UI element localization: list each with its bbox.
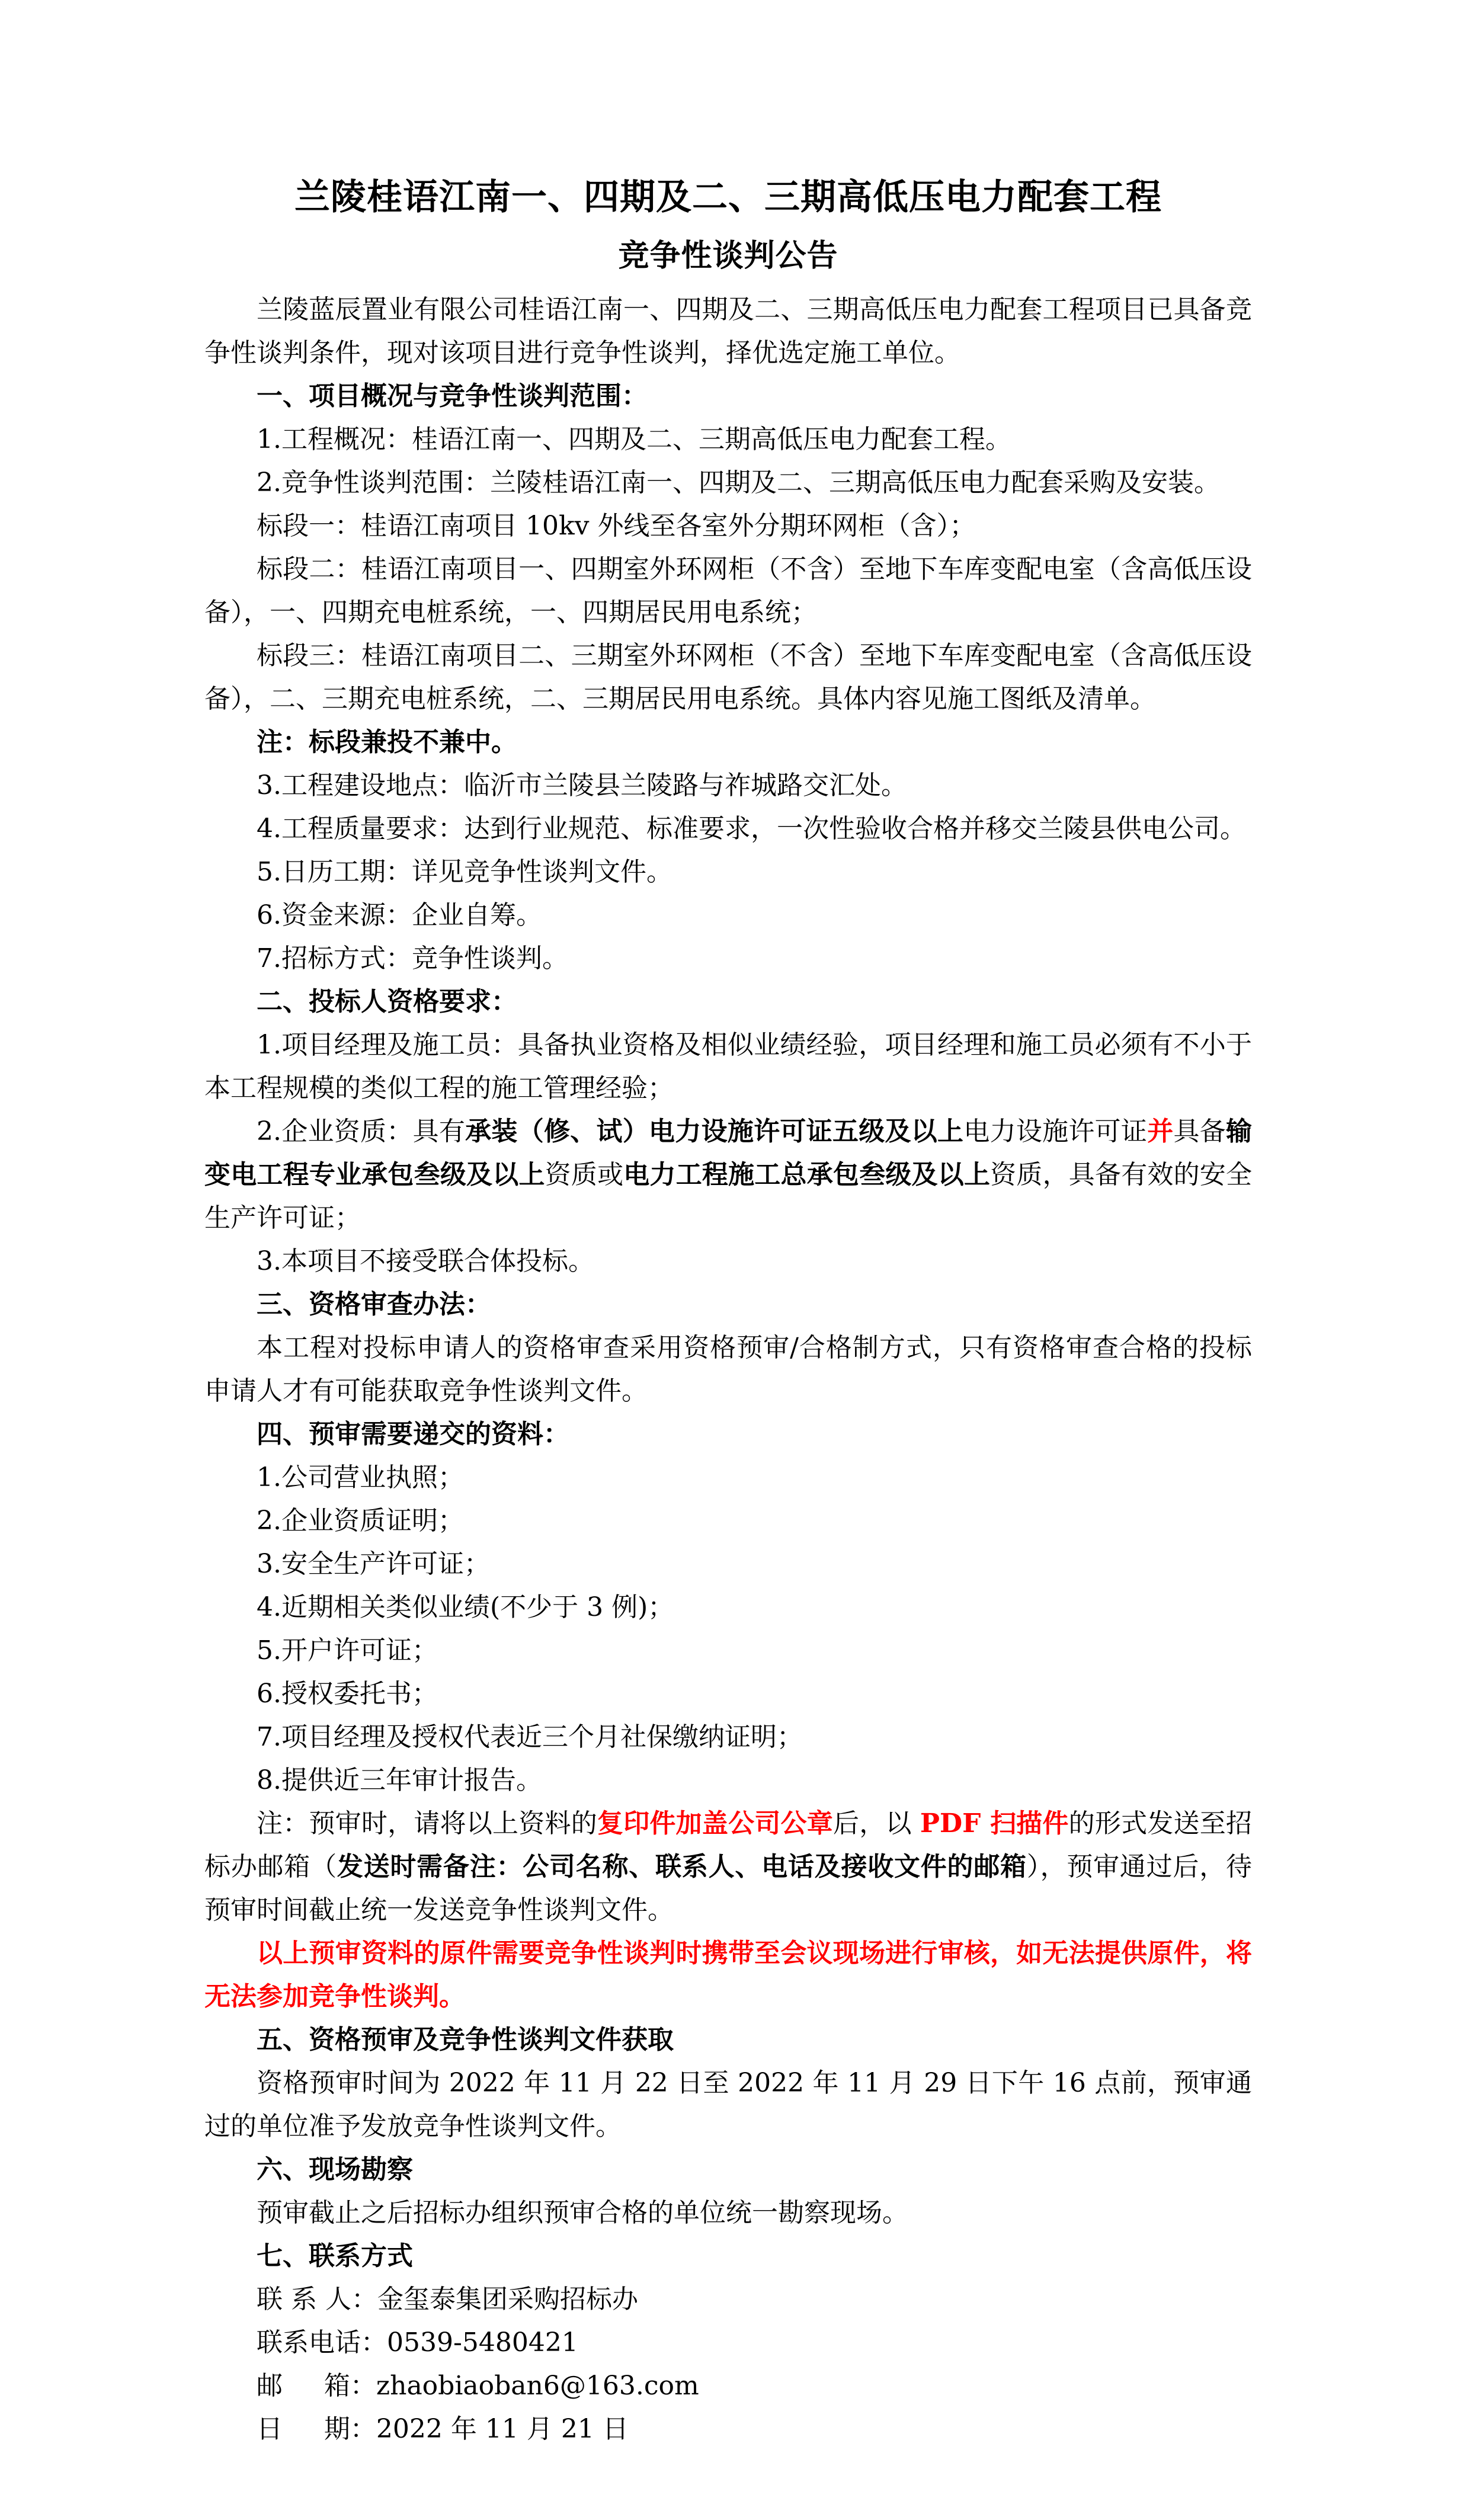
- section-4-heading: 四、预审需要递交的资料：: [257, 1419, 569, 1449]
- qualification-suffix: 资质，具备有效的安全生产许可证；: [204, 1160, 1253, 1233]
- qualification-bold-1: 承装（修、试）电力设施许可证五级及以上: [465, 1116, 964, 1147]
- prequalification-item: 1.公司营业执照；: [257, 1462, 464, 1493]
- submission-note: [204, 1802, 1252, 1932]
- section-1-item-1: 1.工程概况：桂语江南一、四期及二、三期高低压电力配套工程。: [257, 424, 1011, 454]
- submission-note-mid-2: 的形式发送至招标办邮箱（: [204, 1808, 1253, 1882]
- submission-note-prefix: 注：预审时，请将以上资料的: [257, 1808, 597, 1839]
- section-1-item-2: 2.竞争性谈判范围：兰陵桂语江南一、四期及二、三期高低压电力配套采购及安装。: [257, 468, 1220, 498]
- section-1-heading: 一、项目概况与竞争性谈判范围：: [257, 381, 648, 411]
- lot-1-description: 标段一：桂语江南项目 10kv 外线至各室外分期环网柜（含）；: [257, 511, 976, 541]
- prequalification-item: 8.提供近三年审计报告。: [257, 1765, 542, 1795]
- contact-person: 联 系 人：金玺泰集团采购招标办: [257, 2284, 638, 2314]
- original-documents-warning: 以上预审资料的原件需要竞争性谈判时携带至会议现场进行审核，如无法提供原件，将无法参加竞争性谈判。: [204, 1938, 1252, 2012]
- qualification-conjunction-and: 并: [1147, 1116, 1174, 1147]
- submission-note-mid-1: 后，以: [833, 1808, 920, 1839]
- lot-3-description: 标段三：桂语江南项目二、三期室外环网柜（不含）至地下车库变配电室（含高低压设备），二、三期充电桩系统，二、三期居民用电系统。具体内容见施工图纸及清单。: [204, 641, 1252, 714]
- submission-note-red-pdf: PDF 扫描件: [920, 1808, 1069, 1839]
- section-7-heading: 七、联系方式: [257, 2241, 413, 2271]
- page-subtitle: 竞争性谈判公告: [618, 238, 838, 274]
- section-2-item-2: [204, 1110, 1252, 1240]
- section-1-item-4: 4.工程质量要求：达到行业规范、标准要求，一次性验收合格并移交兰陵县供电公司。: [257, 814, 1246, 844]
- section-5-heading: 五、资格预审及竞争性谈判文件获取: [257, 2025, 674, 2055]
- prequalification-item: 6.授权委托书；: [257, 1679, 438, 1709]
- qualification-bold-3: 电力工程施工总承包叁级及以上: [623, 1160, 991, 1190]
- qualification-mid-3: 资质或: [545, 1160, 624, 1190]
- qualification-mid-1: 电力设施许可证: [963, 1116, 1148, 1147]
- section-3-body: 本工程对投标申请人的资格审查采用资格预审/合格制方式，只有资格审查合格的投标申请人才有可能获取竞争性谈判文件。: [204, 1333, 1252, 1406]
- section-3-heading: 三、资格审查办法：: [257, 1289, 491, 1320]
- section-6-heading: 六、现场勘察: [257, 2154, 413, 2185]
- contact-email: 邮 箱：zhaobiaoban6@163.com: [257, 2371, 699, 2401]
- submission-note-red-stamp: 复印件加盖公司公章: [597, 1808, 834, 1839]
- prequalification-item: 5.开户许可证；: [257, 1635, 438, 1666]
- contact-phone: 联系电话：0539-5480421: [257, 2327, 578, 2358]
- qualification-prefix: 2.企业资质：具有: [257, 1116, 466, 1147]
- prequalification-item: 3.安全生产许可证；: [257, 1549, 490, 1579]
- section-2-item-3: 3.本项目不接受联合体投标。: [257, 1246, 594, 1276]
- qualification-bold-2: 输变电工程专业承包叁级及以上: [204, 1116, 1253, 1190]
- section-2-item-1: 1.项目经理及施工员：具备执业资格及相似业绩经验，项目经理和施工员必须有不小于本工程规模的类似工程的施工管理经验；: [204, 1030, 1252, 1103]
- page-title: 兰陵桂语江南一、四期及二、三期高低压电力配套工程: [294, 177, 1162, 218]
- prequalification-item: 7.项目经理及授权代表近三个月社保缴纳证明；: [257, 1722, 803, 1752]
- lot-note: 注：标段兼投不兼中。: [257, 727, 517, 757]
- section-5-body: 资格预审时间为 2022 年 11 月 22 日至 2022 年 11 月 29 日下午 16 点前，预审通过的单位准予发放竞争性谈判文件。: [204, 2068, 1252, 2141]
- submission-note-bold-remark: 发送时需备注：公司名称、联系人、电话及接收文件的邮箱: [337, 1852, 1027, 1882]
- intro-paragraph: 兰陵蓝辰置业有限公司桂语江南一、四期及二、三期高低压电力配套工程项目已具备竞争性谈判条件，现对该项目进行竞争性谈判，择优选定施工单位。: [204, 294, 1252, 368]
- section-1-item-3: 3.工程建设地点：临沂市兰陵县兰陵路与祚城路交汇处。: [257, 770, 907, 800]
- prequalification-item: 4.近期相关类似业绩(不少于 3 例)；: [257, 1592, 674, 1622]
- qualification-mid-2: 具备: [1173, 1116, 1226, 1147]
- announcement-date: 日 期：2022 年 11 月 21 日: [257, 2414, 629, 2444]
- submission-note-suffix: ），预审通过后，待预审时间截止统一发送竞争性谈判文件。: [204, 1852, 1253, 1925]
- section-1-item-6: 6.资金来源：企业自筹。: [257, 900, 542, 930]
- section-6-body: 预审截止之后招标办组织预审合格的单位统一勘察现场。: [257, 2198, 908, 2228]
- section-2-heading: 二、投标人资格要求：: [257, 987, 517, 1017]
- prequalification-item: 2.企业资质证明；: [257, 1506, 464, 1536]
- section-1-item-5: 5.日历工期：详见竞争性谈判文件。: [257, 857, 672, 887]
- lot-2-description: 标段二：桂语江南项目一、四期室外环网柜（不含）至地下车库变配电室（含高低压设备），一、四期充电桩系统，一、四期居民用电系统；: [204, 554, 1252, 627]
- section-1-item-7: 7.招标方式：竞争性谈判。: [257, 943, 568, 974]
- page-content: [204, 0, 1252, 2451]
